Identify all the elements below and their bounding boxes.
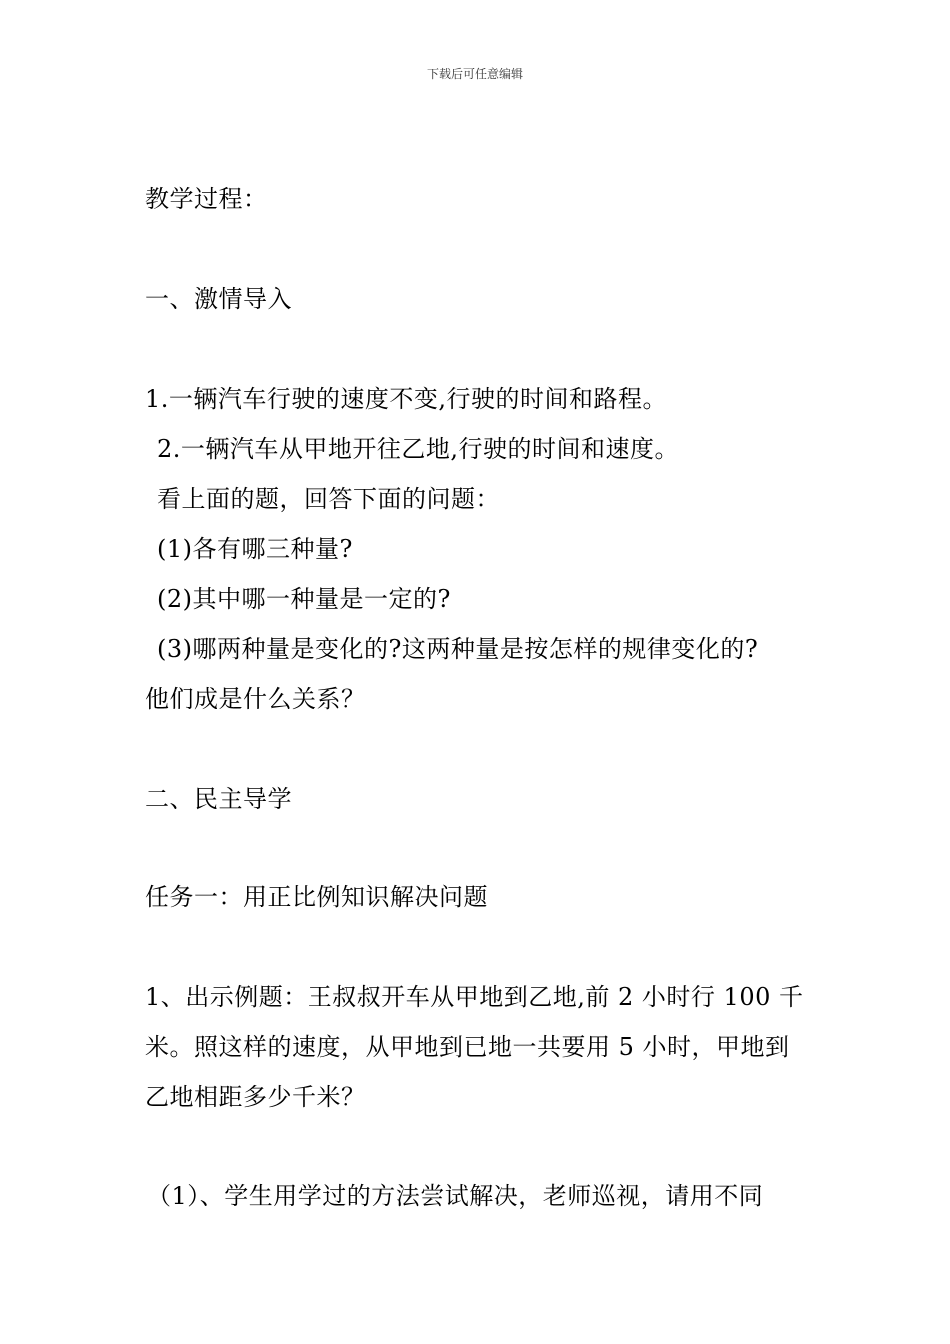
section-heading-introduction: 一、激情导入 xyxy=(145,285,292,313)
section-title-teaching-process: 教学过程： xyxy=(145,185,268,213)
text-line: 2.一辆汽车从甲地开往乙地,行驶的时间和速度。 xyxy=(157,435,680,463)
question-item: (2)其中哪一种量是一定的? xyxy=(157,585,451,613)
task-heading: 任务一：用正比例知识解决问题 xyxy=(145,883,488,911)
text-line: （1）、学生用学过的方法尝试解决，老师巡视，请用不同 xyxy=(147,1182,764,1210)
text-line: 看上面的题，回答下面的问题： xyxy=(157,485,500,513)
page-header: 下载后可任意编辑 xyxy=(426,67,523,81)
section-heading-guided-learning: 二、民主导学 xyxy=(145,785,292,813)
question-item: (1)各有哪三种量? xyxy=(157,535,353,563)
text-line: 1.一辆汽车行驶的速度不变,行驶的时间和路程。 xyxy=(145,385,668,413)
question-item: (3)哪两种量是变化的?这两种量是按怎样的规律变化的? xyxy=(157,635,759,663)
example-problem-line: 乙地相距多少千米？ xyxy=(145,1083,366,1111)
example-problem-line: 米。照这样的速度，从甲地到已地一共要用 5 小时，甲地到 xyxy=(145,1033,790,1061)
example-problem-line: 1、出示例题：王叔叔开车从甲地到乙地,前 2 小时行 100 千 xyxy=(145,983,804,1011)
text-line: 他们成是什么关系？ xyxy=(145,685,366,713)
